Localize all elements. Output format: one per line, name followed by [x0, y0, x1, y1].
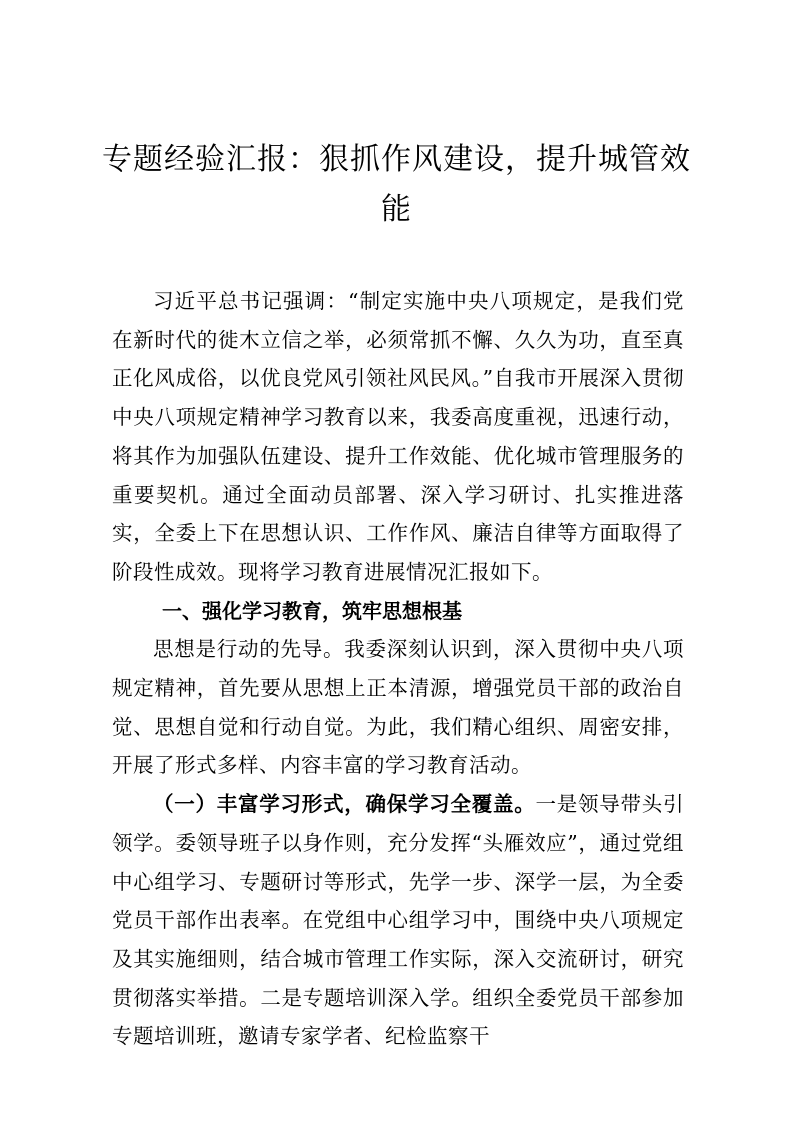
section-heading: 一、强化学习教育，筑牢思想根基 — [162, 598, 462, 623]
subsection-text: 一是领导带头引领学。委领导班子以身作则，充分发挥“头雁效应”，通过党组中心组学习、专题研讨等形式，先学一步、深学一层，为全委党员干部作出表率。在党组中心组学习中，围绕中央八项规定及其实施细则，结合城市管理工作实际，深入交流研讨，研究贯彻落实举措。二是专题培训深入学。组织全委党员干部参加专题培训班，邀请专家学者、纪检监察干 — [112, 792, 684, 1049]
subsection-heading: （一）丰富学习形式，确保学习全覆盖。 — [153, 792, 536, 817]
body-paragraph: 思想是行动的先导。我委深刻认识到，深入贯彻中央八项规定精神，首先要从思想上正本清源，增强党员干部的政治自觉、思想自觉和行动自觉。为此，我们精心组织、周密安排，开展了形式多样、内容丰富的学习教育活动。 — [112, 637, 684, 778]
document-body — [112, 282, 684, 1056]
intro-paragraph: 习近平总书记强调：“制定实施中央八项规定，是我们党在新时代的徙木立信之举，必须常抓不懈、久久为功，直至真正化风成俗，以优良党风引领社风民风。”自我市开展深入贯彻中央八项规定精神学习教育以来，我委高度重视，迅速行动，将其作为加强队伍建设、提升工作效能、优化城市管理服务的重要契机。通过全面动员部署、深入学习研讨、扎实推进落实，全委上下在思想认识、工作作风、廉洁自律等方面取得了阶段性成效。现将学习教育进展情况汇报如下。 — [112, 289, 684, 584]
document-title: 专题经验汇报：狠抓作风建设，提升城管效能 — [102, 142, 691, 227]
body-paragraph-with-subheading — [112, 785, 684, 1056]
